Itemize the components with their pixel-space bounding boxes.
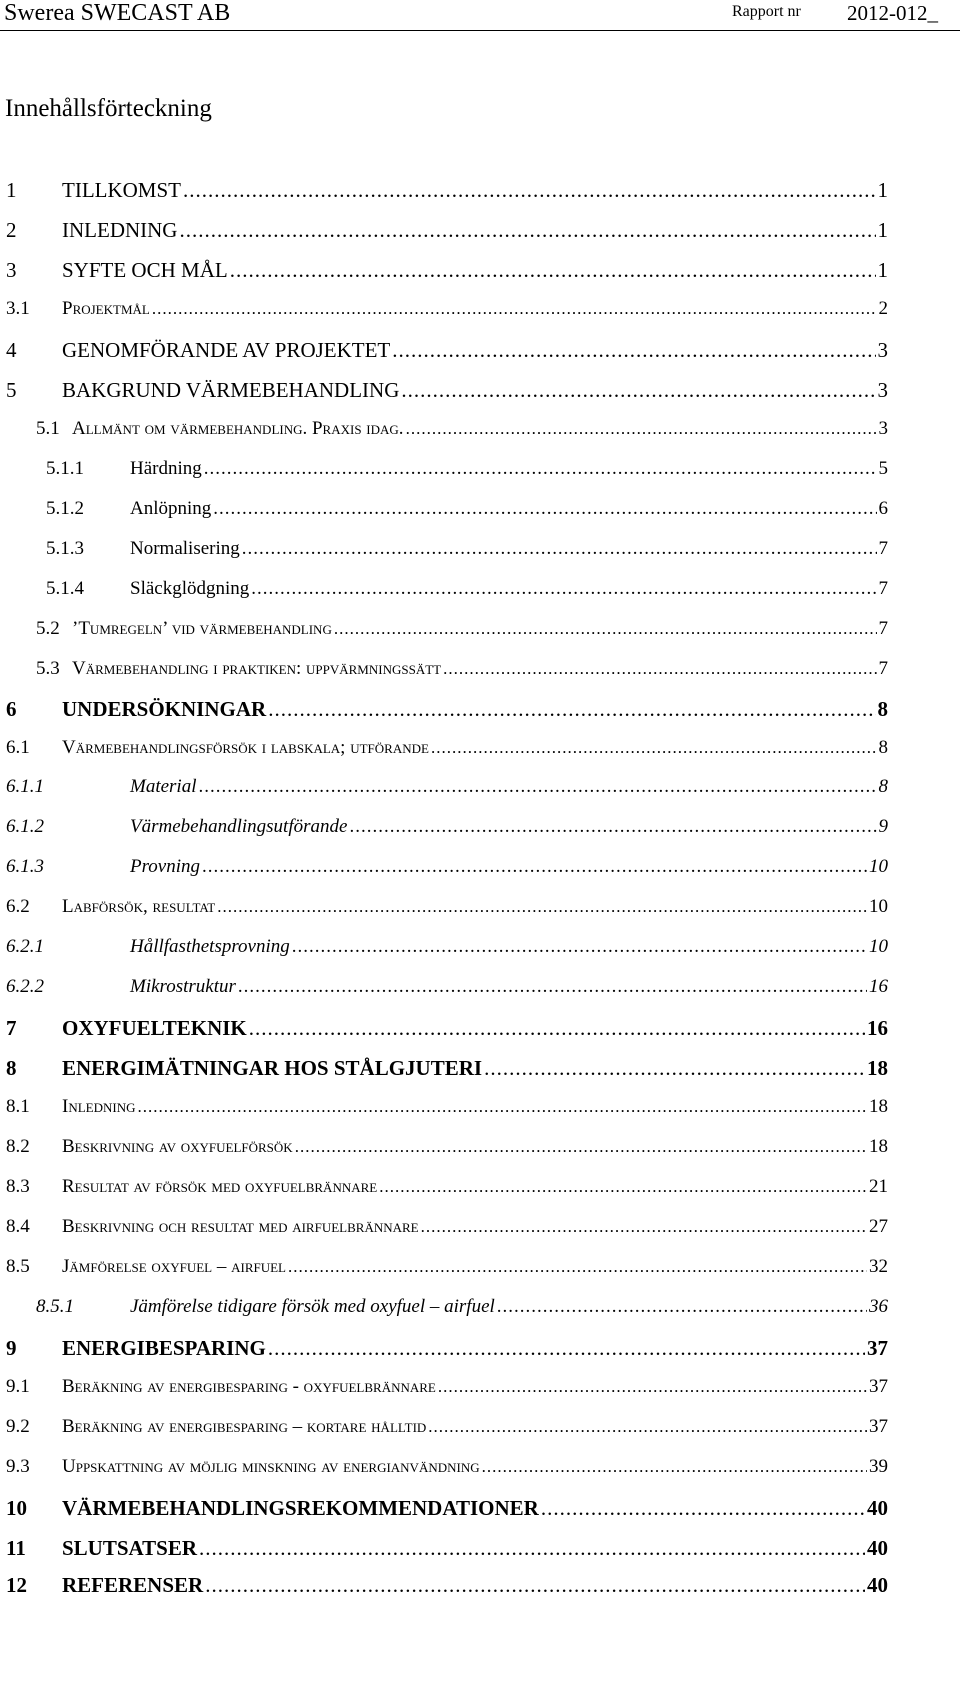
toc-entry-6-2[interactable] xyxy=(6,896,888,918)
toc-entry-number: 1 xyxy=(6,178,17,202)
toc-leader-dots xyxy=(421,1217,867,1237)
toc-leader-dots xyxy=(438,1377,867,1397)
toc-entry-number: 9.1 xyxy=(6,1376,30,1397)
toc-entry-5-1-4[interactable] xyxy=(46,578,888,600)
toc-entry-11[interactable] xyxy=(6,1536,888,1561)
toc-entry-page: 9 xyxy=(878,816,888,837)
toc-entry-5-1-2[interactable] xyxy=(46,498,888,520)
toc-entry-page: 10 xyxy=(869,856,888,877)
toc-leader-dots xyxy=(392,338,875,363)
toc-entry-page: 37 xyxy=(867,1336,888,1360)
toc-entry-number: 5.1.2 xyxy=(46,498,84,519)
toc-entry-title: GENOMFÖRANDE AV PROJEKTET xyxy=(62,338,391,362)
toc-entry-page: 7 xyxy=(878,658,888,679)
toc-entry-page: 39 xyxy=(869,1456,888,1477)
toc-leader-dots xyxy=(401,378,875,403)
toc-entry-2[interactable] xyxy=(6,218,888,243)
toc-leader-dots xyxy=(292,936,867,958)
toc-entry-title: VÄRMEBEHANDLINGSREKOMMENDATIONER xyxy=(62,1496,539,1520)
toc-entry-page: 7 xyxy=(878,578,888,599)
toc-entry-5[interactable] xyxy=(6,378,888,403)
toc-entry-number: 6.1 xyxy=(6,737,30,758)
toc-entry-page: 1 xyxy=(877,218,888,242)
toc-leader-dots xyxy=(334,619,877,639)
toc-entry-8-4[interactable] xyxy=(6,1216,888,1238)
toc-entry-5-1[interactable] xyxy=(36,418,888,440)
toc-entry-page: 16 xyxy=(869,976,888,997)
toc-entry-page: 18 xyxy=(869,1136,888,1157)
toc-entry-5-2[interactable] xyxy=(36,618,888,640)
toc-entry-number: 6 xyxy=(6,697,17,721)
toc-leader-dots xyxy=(288,1257,867,1277)
toc-entry-number: 6.2.1 xyxy=(6,936,44,957)
toc-leader-dots xyxy=(217,897,867,917)
toc-leader-dots xyxy=(204,458,877,480)
toc-entry-10[interactable] xyxy=(6,1496,888,1521)
toc-entry-4[interactable] xyxy=(6,338,888,363)
toc-entry-number: 9.2 xyxy=(6,1416,30,1437)
toc-entry-number: 6.1.1 xyxy=(6,776,44,797)
toc-entry-title: BAKGRUND VÄRMEBEHANDLING xyxy=(62,378,400,402)
toc-entry-6-1-1[interactable] xyxy=(6,776,888,798)
toc-entry-title: Hållfasthetsprovning xyxy=(130,936,290,957)
toc-entry-title: Släckglödgning xyxy=(130,578,250,599)
toc-entry-title: Provning xyxy=(130,856,201,877)
header-divider xyxy=(0,30,960,31)
toc-entry-number: 8.5 xyxy=(6,1256,30,1277)
toc-entry-title: REFERENSER xyxy=(62,1573,204,1597)
toc-leader-dots xyxy=(179,218,875,243)
toc-entry-title: Labförsök, resultat xyxy=(62,896,216,917)
toc-entry-page: 32 xyxy=(869,1256,888,1277)
toc-entry-page: 10 xyxy=(869,896,888,917)
toc-entry-9-2[interactable] xyxy=(6,1416,888,1438)
toc-leader-dots xyxy=(249,1016,865,1041)
toc-entry-title: Värmebehandlingsutförande xyxy=(130,816,348,837)
toc-entry-5-1-1[interactable] xyxy=(46,458,888,480)
toc-leader-dots xyxy=(541,1496,865,1521)
toc-entry-title: TILLKOMST xyxy=(62,178,181,202)
toc-entry-page: 10 xyxy=(869,936,888,957)
toc-entry-title: INLEDNING xyxy=(62,218,178,242)
toc-entry-number: 8 xyxy=(6,1056,17,1080)
toc-entry-1[interactable] xyxy=(6,178,888,203)
toc-entry-8-5[interactable] xyxy=(6,1256,888,1278)
toc-entry-7[interactable] xyxy=(6,1016,888,1041)
toc-entry-8-3[interactable] xyxy=(6,1176,888,1198)
toc-entry-title: Inledning xyxy=(62,1096,136,1117)
toc-entry-title: OXYFUELTEKNIK xyxy=(62,1016,247,1040)
toc-entry-6[interactable] xyxy=(6,697,888,722)
toc-entry-title: Värmebehandling i praktiken: uppvärmningssätt xyxy=(72,658,442,679)
toc-entry-page: 40 xyxy=(867,1573,888,1597)
toc-leader-dots xyxy=(295,1137,867,1157)
toc-entry-number: 6.2.2 xyxy=(6,976,44,997)
toc-entry-page: 5 xyxy=(878,458,888,479)
toc-entry-number: 5.3 xyxy=(36,658,60,679)
toc-leader-dots xyxy=(238,976,867,998)
toc-entry-number: 4 xyxy=(6,338,17,362)
toc-leader-dots xyxy=(406,419,877,439)
toc-entry-page: 2 xyxy=(878,298,888,319)
toc-entry-number: 8.4 xyxy=(6,1216,30,1237)
toc-entry-3[interactable] xyxy=(6,258,888,283)
toc-leader-dots xyxy=(349,816,876,838)
toc-entry-title: Normalisering xyxy=(130,538,240,559)
toc-entry-number: 9.3 xyxy=(6,1456,30,1477)
toc-leader-dots xyxy=(199,776,877,798)
toc-entry-number: 5.1.1 xyxy=(46,458,84,479)
toc-entry-title: UNDERSÖKNINGAR xyxy=(62,697,267,721)
toc-leader-dots xyxy=(443,659,876,679)
toc-leader-dots xyxy=(242,538,877,560)
toc-entry-title: SLUTSATSER xyxy=(62,1536,198,1560)
toc-entry-number: 5.2 xyxy=(36,618,60,639)
toc-entry-page: 18 xyxy=(869,1096,888,1117)
toc-entry-page: 18 xyxy=(867,1056,888,1080)
toc-entry-number: 3.1 xyxy=(6,298,30,319)
toc-entry-title: Anlöpning xyxy=(130,498,212,519)
toc-title: Innehållsförteckning xyxy=(5,95,212,122)
toc-leader-dots xyxy=(497,1296,867,1318)
toc-entry-5-1-3[interactable] xyxy=(46,538,888,560)
toc-entry-number: 9 xyxy=(6,1336,17,1360)
toc-entry-number: 6.2 xyxy=(6,896,30,917)
toc-entry-page: 7 xyxy=(878,618,888,639)
toc-leader-dots xyxy=(431,738,877,758)
toc-entry-number: 2 xyxy=(6,218,17,242)
toc-entry-page: 3 xyxy=(877,378,888,402)
toc-leader-dots xyxy=(202,856,867,878)
toc-entry-6-2-1[interactable] xyxy=(6,936,888,958)
toc-entry-title: ’Tumregeln’ vid värmebehandling xyxy=(72,618,332,639)
toc-leader-dots xyxy=(137,1097,867,1117)
toc-entry-title: ENERGIBESPARING xyxy=(62,1336,266,1360)
toc-entry-title: Värmebehandlingsförsök i labskala; utförande xyxy=(62,737,429,758)
toc-entry-number: 8.1 xyxy=(6,1096,30,1117)
toc-entry-6-1-3[interactable] xyxy=(6,856,888,878)
toc-entry-title: Beskrivning av oxyfuelförsök xyxy=(62,1136,293,1157)
toc-entry-page: 8 xyxy=(878,776,888,797)
toc-entry-page: 1 xyxy=(877,178,888,202)
toc-leader-dots xyxy=(152,299,877,319)
toc-entry-page: 1 xyxy=(877,258,888,282)
toc-entry-title: Mikrostruktur xyxy=(130,976,236,997)
toc-entry-page: 8 xyxy=(878,737,888,758)
toc-entry-page: 37 xyxy=(869,1416,888,1437)
toc-entry-title: Beräkning av energibesparing – kortare hålltid xyxy=(62,1416,427,1437)
toc-entry-page: 3 xyxy=(877,338,888,362)
toc-entry-9[interactable] xyxy=(6,1336,888,1361)
toc-entry-title: ENERGIMÄTNINGAR HOS STÅLGJUTERI xyxy=(62,1056,483,1080)
toc-entry-number: 3 xyxy=(6,258,17,282)
toc-entry-number: 6.1.2 xyxy=(6,816,44,837)
toc-entry-8-2[interactable] xyxy=(6,1136,888,1158)
toc-entry-page: 40 xyxy=(867,1496,888,1520)
toc-leader-dots xyxy=(428,1417,867,1437)
toc-entry-number: 7 xyxy=(6,1016,17,1040)
toc-leader-dots xyxy=(482,1457,867,1477)
toc-entry-6-1-2[interactable] xyxy=(6,816,888,838)
toc-leader-dots xyxy=(251,578,876,600)
toc-entry-title: Beskrivning och resultat med airfuelbrännare xyxy=(62,1216,419,1237)
company-name: Swerea SWECAST AB xyxy=(4,0,231,26)
toc-entry-page: 3 xyxy=(878,418,888,439)
toc-entry-number: 6.1.3 xyxy=(6,856,44,877)
toc-leader-dots xyxy=(268,1336,865,1361)
report-number-label: Rapport nr xyxy=(732,3,801,20)
toc-entry-5-3[interactable] xyxy=(36,658,888,680)
toc-entry-page: 6 xyxy=(878,498,888,519)
toc-entry-8-5-1[interactable] xyxy=(36,1296,888,1318)
toc-leader-dots xyxy=(199,1536,865,1561)
toc-entry-page: 16 xyxy=(867,1016,888,1040)
toc-entry-number: 5.1.4 xyxy=(46,578,84,599)
toc-entry-3-1[interactable] xyxy=(6,298,888,320)
toc-entry-title: Härdning xyxy=(130,458,202,479)
toc-entry-title: Jämförelse oxyfuel – airfuel xyxy=(62,1256,286,1277)
toc-entry-title: Beräkning av energibesparing - oxyfuelbrännare xyxy=(62,1376,436,1397)
toc-entry-number: 8.2 xyxy=(6,1136,30,1157)
page-header xyxy=(0,0,960,34)
toc-entry-6-2-2[interactable] xyxy=(6,976,888,998)
toc-leader-dots xyxy=(484,1056,865,1081)
toc-entry-page: 27 xyxy=(869,1216,888,1237)
toc-entry-9-3[interactable] xyxy=(6,1456,888,1478)
toc-entry-title: Material xyxy=(130,776,197,797)
toc-leader-dots xyxy=(268,697,875,722)
toc-entry-number: 5.1.3 xyxy=(46,538,84,559)
toc-leader-dots xyxy=(230,258,876,283)
toc-entry-8[interactable] xyxy=(6,1056,888,1081)
report-number: 2012-012_ xyxy=(847,1,938,25)
toc-entry-8-1[interactable] xyxy=(6,1096,888,1118)
toc-entry-title: Jämförelse tidigare försök med oxyfuel – airfuel xyxy=(130,1296,495,1317)
toc-entry-title: Resultat av försök med oxyfuelbrännare xyxy=(62,1176,378,1197)
toc-entry-number: 5 xyxy=(6,378,17,402)
toc-entry-page: 21 xyxy=(869,1176,888,1197)
toc-entry-page: 8 xyxy=(877,697,888,721)
toc-entry-number: 5.1 xyxy=(36,418,60,439)
toc-entry-9-1[interactable] xyxy=(6,1376,888,1398)
toc-entry-title: Projektmål xyxy=(62,298,150,319)
toc-entry-title: Allmänt om värmebehandling. Praxis idag. xyxy=(72,418,404,439)
toc-leader-dots xyxy=(183,178,876,203)
toc-entry-number: 11 xyxy=(6,1536,26,1560)
toc-entry-title: Uppskattning av möjlig minskning av energianvändning xyxy=(62,1456,480,1477)
toc-entry-12[interactable] xyxy=(6,1573,888,1598)
toc-entry-number: 10 xyxy=(6,1496,27,1520)
toc-leader-dots xyxy=(213,498,876,520)
toc-entry-page: 40 xyxy=(867,1536,888,1560)
toc-leader-dots xyxy=(205,1573,865,1598)
toc-entry-6-1[interactable] xyxy=(6,737,888,759)
toc-leader-dots xyxy=(379,1177,867,1197)
toc-entry-number: 8.5.1 xyxy=(36,1296,74,1317)
toc-entry-number: 8.3 xyxy=(6,1176,30,1197)
toc-entry-page: 7 xyxy=(878,538,888,559)
toc-entry-page: 36 xyxy=(869,1296,888,1317)
toc-entry-title: SYFTE OCH MÅL xyxy=(62,258,228,282)
toc-entry-page: 37 xyxy=(869,1376,888,1397)
toc-entry-number: 12 xyxy=(6,1573,27,1597)
